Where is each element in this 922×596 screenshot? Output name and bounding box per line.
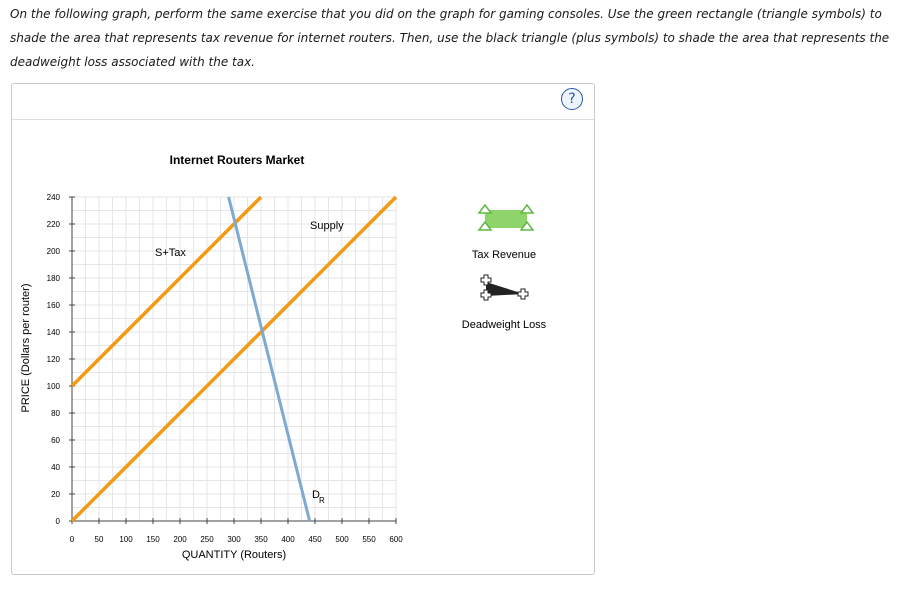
help-button[interactable]: ?	[561, 88, 583, 110]
graph-panel	[11, 83, 595, 575]
y-tick-label: 140	[46, 328, 60, 337]
deadweight-loss-label: Deadweight Loss	[461, 319, 547, 331]
deadweight-loss-tool[interactable]	[481, 275, 528, 300]
tax-revenue-tool[interactable]	[479, 205, 533, 230]
y-tick-label: 100	[46, 382, 60, 391]
x-tick-label: 350	[254, 535, 268, 544]
x-tick-label: 400	[281, 535, 295, 544]
y-tick-label: 20	[51, 490, 60, 499]
tax-supply-label: S+Tax	[155, 247, 186, 259]
x-ticks	[70, 518, 403, 544]
x-tick-label: 450	[308, 535, 322, 544]
x-axis-title: QUANTITY (Routers)	[181, 549, 287, 561]
instructions-text: On the following graph, perform the same exercise that you did on the graph for gaming consoles. Use the green rectangle (triangle symbols) to shade the area that represents tax revenue for internet routers. Then, use the black triangle (plus symbols) to shade the area that represents the deadweight loss associated with the tax.	[10, 7, 890, 69]
y-tick-label: 0	[55, 517, 60, 526]
y-tick-label: 240	[46, 193, 60, 202]
x-tick-label: 250	[200, 535, 214, 544]
x-tick-label: 500	[335, 535, 349, 544]
tax-revenue-handle-tl-icon	[479, 205, 491, 213]
y-tick-label: 40	[51, 463, 60, 472]
x-tick-label: 50	[94, 535, 104, 544]
x-tick-label: 300	[227, 535, 241, 544]
y-axis-title: PRICE (Dollars per router)	[20, 283, 32, 413]
y-tick-label: 80	[51, 409, 60, 418]
y-tick-label: 200	[46, 247, 60, 256]
tax-revenue-handle-tr-icon	[521, 205, 533, 213]
y-tick-label: 180	[46, 274, 60, 283]
y-tick-label: 160	[46, 301, 60, 310]
deadweight-handle-right-icon	[518, 289, 528, 299]
x-tick-label: 200	[173, 535, 187, 544]
x-tick-label: 600	[389, 535, 403, 544]
tax-revenue-label: Tax Revenue	[471, 249, 537, 261]
y-tick-label: 220	[46, 220, 60, 229]
supply-label: Supply	[310, 220, 344, 232]
x-tick-label: 550	[362, 535, 376, 544]
chart-canvas	[12, 84, 594, 574]
x-tick-label: 150	[146, 535, 160, 544]
x-tick-label: 100	[119, 535, 133, 544]
y-ticks	[47, 193, 75, 526]
chart-title: Internet Routers Market	[169, 153, 305, 167]
y-tick-label: 120	[46, 355, 60, 364]
x-tick-label: 0	[69, 535, 75, 544]
demand-label: DR	[312, 489, 325, 505]
y-tick-label: 60	[51, 436, 60, 445]
